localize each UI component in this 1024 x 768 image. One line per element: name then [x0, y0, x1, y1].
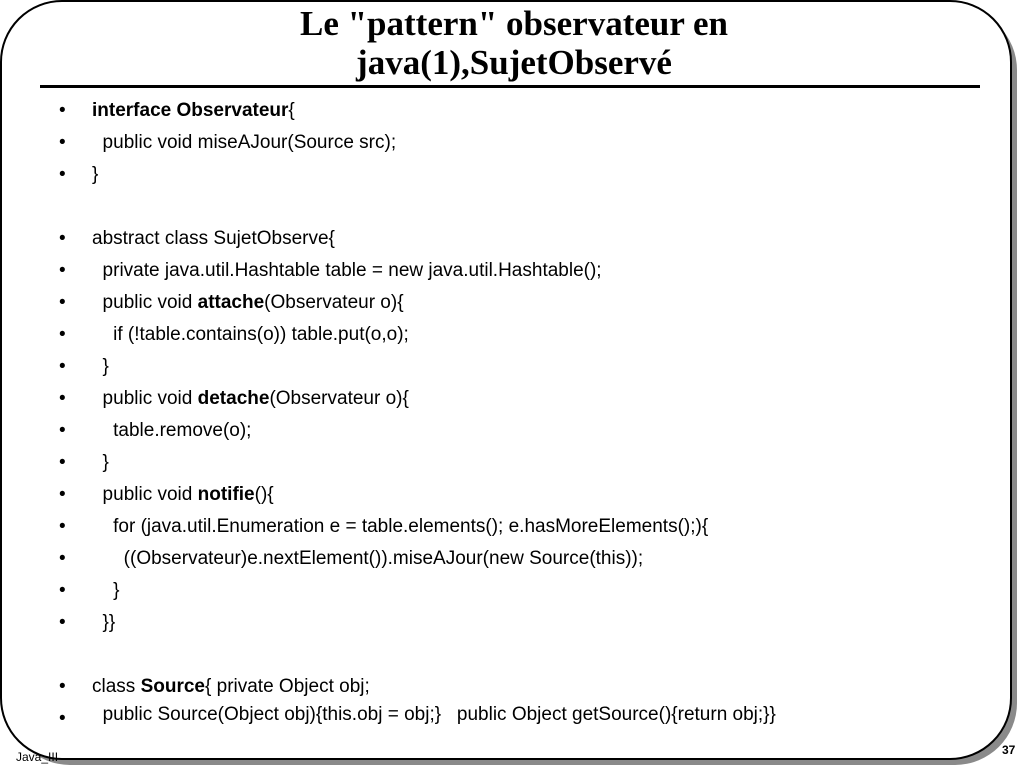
bullet-icon: •	[59, 516, 66, 537]
code-line-text	[92, 575, 119, 607]
page-number: 37	[1002, 743, 1016, 757]
code-line-text	[92, 383, 409, 415]
footer-course-label: Java_III	[16, 750, 59, 764]
code-text: public Source(Object obj){this.obj = obj;} public Object getSource(){return obj;}}	[92, 704, 776, 725]
slide-title	[42, 4, 986, 82]
code-text: if (!table.contains(o)) table.put(o,o);	[92, 324, 409, 345]
code-line	[2, 351, 1002, 383]
code-text: public void	[92, 484, 198, 505]
code-text: for (java.util.Enumeration e = table.elements(); e.hasMoreElements();){	[92, 516, 709, 537]
code-text: public void	[92, 292, 198, 313]
code-line-text	[92, 703, 862, 726]
code-line-text	[92, 319, 409, 351]
code-line-text	[92, 511, 708, 543]
code-text: }	[92, 580, 120, 601]
bullet-icon: •	[59, 420, 66, 441]
code-line	[2, 95, 1002, 127]
code-text: table.remove(o);	[92, 420, 252, 441]
bullet-icon: •	[59, 580, 66, 601]
slide-title-line2: java(1),SujetObservé	[356, 43, 672, 82]
code-line	[2, 383, 1002, 415]
code-text-suffix: (){	[254, 484, 274, 505]
code-text: ((Observateur)e.nextElement()).miseAJour(new Source(this));	[92, 548, 644, 569]
code-line	[2, 255, 1002, 287]
bullet-icon: •	[59, 260, 66, 281]
code-line	[2, 543, 1002, 575]
code-text: }	[92, 452, 109, 473]
code-keyword-bold: interface Observateur	[92, 100, 289, 121]
code-line	[2, 447, 1002, 479]
bullet-icon: •	[59, 484, 66, 505]
code-line-text	[92, 671, 370, 703]
code-keyword-bold: attache	[197, 292, 265, 313]
code-line	[2, 287, 1002, 319]
bullet-icon: •	[59, 612, 66, 633]
code-line-text	[92, 223, 335, 255]
code-text-suffix: { private Object obj;	[205, 676, 370, 697]
code-text-suffix: (Observateur o){	[264, 292, 404, 313]
code-line	[2, 415, 1002, 447]
code-text: public void miseAJour(Source src);	[92, 132, 397, 153]
bullet-icon: •	[59, 132, 66, 153]
code-line-text	[92, 159, 98, 191]
code-line-text	[92, 127, 396, 159]
code-text: }	[92, 356, 109, 377]
code-text: class	[92, 676, 141, 697]
code-line	[2, 159, 1002, 191]
code-line-text	[92, 447, 109, 479]
bullet-icon: •	[59, 548, 66, 569]
code-bullet-list	[2, 95, 1002, 757]
code-line	[2, 127, 1002, 159]
code-line	[2, 575, 1002, 607]
code-line	[2, 671, 1002, 703]
code-text: }}	[92, 612, 116, 633]
code-line	[2, 223, 1002, 255]
code-line-text	[92, 543, 643, 575]
code-text-suffix: {	[288, 100, 295, 121]
code-text: abstract class SujetObserve{	[92, 228, 335, 249]
code-line-text	[92, 287, 404, 319]
bullet-icon: •	[59, 324, 66, 345]
code-line	[2, 607, 1002, 639]
bullet-icon: •	[59, 228, 66, 249]
bullet-icon: •	[59, 708, 66, 729]
code-line-text	[92, 95, 295, 127]
code-keyword-bold: Source	[140, 676, 205, 697]
code-keyword-bold: notifie	[197, 484, 255, 505]
code-line-text	[92, 479, 274, 511]
title-underline	[40, 85, 980, 88]
bullet-icon: •	[59, 452, 66, 473]
code-line-text	[92, 351, 109, 383]
code-line-text	[92, 415, 251, 447]
code-text-suffix: (Observateur o){	[269, 388, 409, 409]
bullet-icon: •	[59, 100, 66, 121]
code-text: private java.util.Hashtable table = new java.util.Hashtable();	[92, 260, 602, 281]
code-line	[2, 703, 1002, 757]
code-line	[2, 319, 1002, 351]
code-line-text	[92, 607, 115, 639]
code-line-text	[92, 255, 602, 287]
slide-title-line1: Le "pattern" observateur en	[299, 4, 728, 43]
bullet-icon: •	[59, 676, 66, 697]
code-line	[2, 511, 1002, 543]
code-text: }	[92, 164, 99, 185]
blank-line	[2, 191, 1002, 223]
bullet-icon: •	[59, 356, 66, 377]
code-line	[2, 479, 1002, 511]
code-keyword-bold: detache	[197, 388, 270, 409]
code-text: public void	[92, 388, 198, 409]
blank-line	[2, 639, 1002, 671]
bullet-icon: •	[59, 388, 66, 409]
bullet-icon: •	[59, 164, 66, 185]
bullet-icon: •	[59, 292, 66, 313]
